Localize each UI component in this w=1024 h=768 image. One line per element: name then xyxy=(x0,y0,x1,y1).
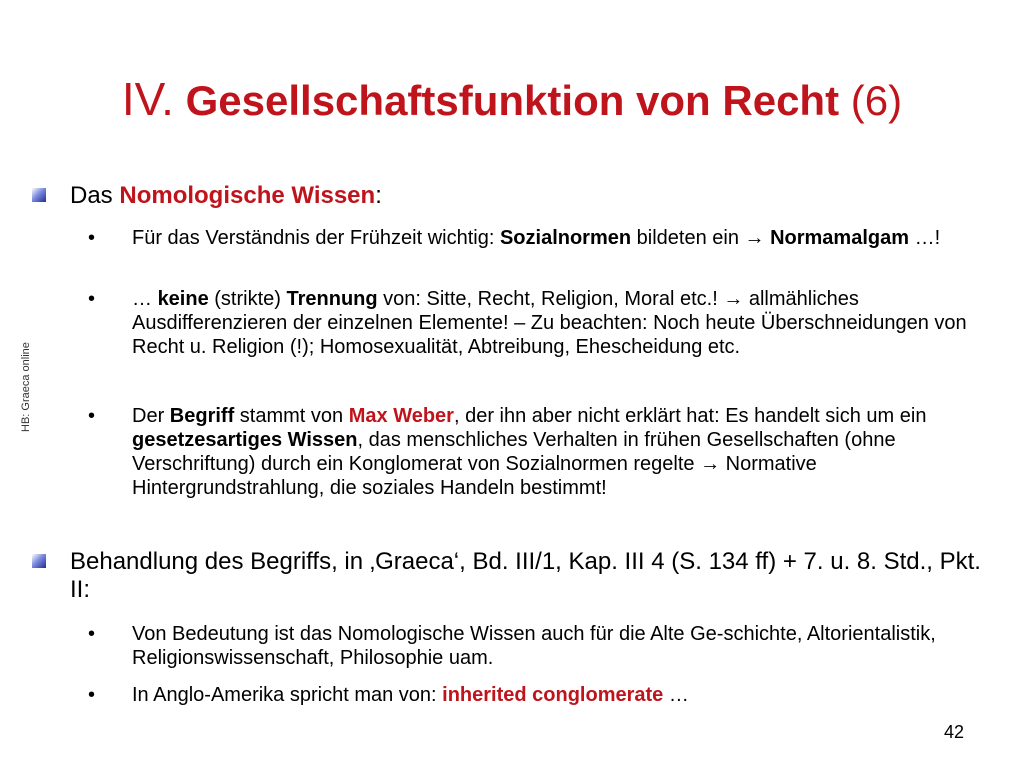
text: Für das Verständnis der Frühzeit wichtig: xyxy=(132,227,500,249)
bullet-dot-icon: • xyxy=(88,684,96,706)
text: In Anglo-Amerika spricht man von: xyxy=(132,684,443,706)
section-1-highlight: Nomologische Wissen xyxy=(119,182,376,209)
title-main: Gesellschaftsfunktion von Recht xyxy=(185,77,840,124)
title-number: IV. xyxy=(121,73,174,125)
bold-term: Trennung xyxy=(286,288,378,310)
section-2-heading xyxy=(70,548,1000,604)
text: …! xyxy=(909,227,941,249)
bold-term: gesetzesartiges Wissen xyxy=(132,429,358,451)
section-1-suffix: : xyxy=(375,182,382,209)
text: Von Bedeutung ist das Nomologische Wissen auch für die Alte Ge-schichte, Altorientalistik, Religionswissenschaft, Philosophie uam. xyxy=(132,623,936,669)
side-note: HB: Graeca online xyxy=(20,342,32,432)
text: … xyxy=(132,288,158,310)
title-paren: (6) xyxy=(850,77,903,124)
text: (strikte) xyxy=(208,288,287,310)
square-bullet-icon xyxy=(32,188,46,202)
section-1-heading xyxy=(70,182,1000,210)
slide-title xyxy=(0,72,1024,126)
text: Der xyxy=(132,405,170,427)
bullet-dot-icon: • xyxy=(88,227,96,249)
square-bullet-icon xyxy=(32,554,46,568)
section-1-bullet-3 xyxy=(88,404,982,500)
bullet-dot-icon: • xyxy=(88,405,96,427)
bullet-dot-icon: • xyxy=(88,288,96,310)
bullet-dot-icon: • xyxy=(88,623,96,645)
section-2-bullet-2 xyxy=(88,683,982,707)
text: von: Sitte, Recht, Religion, Moral etc.! → allmähliches Ausdifferenzieren der einzelnen Elemente! – Zu beachten: Noch heute Überschneidungen von Recht u. Religion (!); Homosexualität, Abtreibung, Ehescheidung etc. xyxy=(132,288,967,358)
text: … xyxy=(663,684,689,706)
text: bildeten ein → xyxy=(631,227,771,249)
bold-term: Begriff xyxy=(169,405,235,427)
bold-term: Normamalgam xyxy=(770,227,910,249)
section-1-bullet-1 xyxy=(88,226,982,250)
section-2-text: Behandlung des Begriffs, in ‚Graeca‘, Bd. III/1, Kap. III 4 (S. 134 ff) + 7. u. 8. Std., Pkt. II: xyxy=(70,548,981,603)
section-1-prefix: Das xyxy=(70,182,120,209)
text: , das menschliches Verhalten in frühen Gesellschaften (ohne Verschriftung) durch ein Konglomerat von Sozialnormen regelte → Normative Hintergrundstrahlung, die soziales Handeln bestimmt! xyxy=(132,429,896,499)
page-number: 42 xyxy=(943,722,964,742)
section-2-bullet-1 xyxy=(88,622,982,670)
highlight-term: inherited conglomerate xyxy=(442,684,664,706)
text: , der ihn aber nicht erklärt hat: Es handelt sich um ein xyxy=(453,405,927,427)
highlight-term: Max Weber xyxy=(348,405,454,427)
section-1-bullet-2 xyxy=(88,287,982,359)
bold-term: Sozialnormen xyxy=(499,227,632,249)
bold-term: keine xyxy=(157,288,209,310)
text: stammt von xyxy=(234,405,349,427)
